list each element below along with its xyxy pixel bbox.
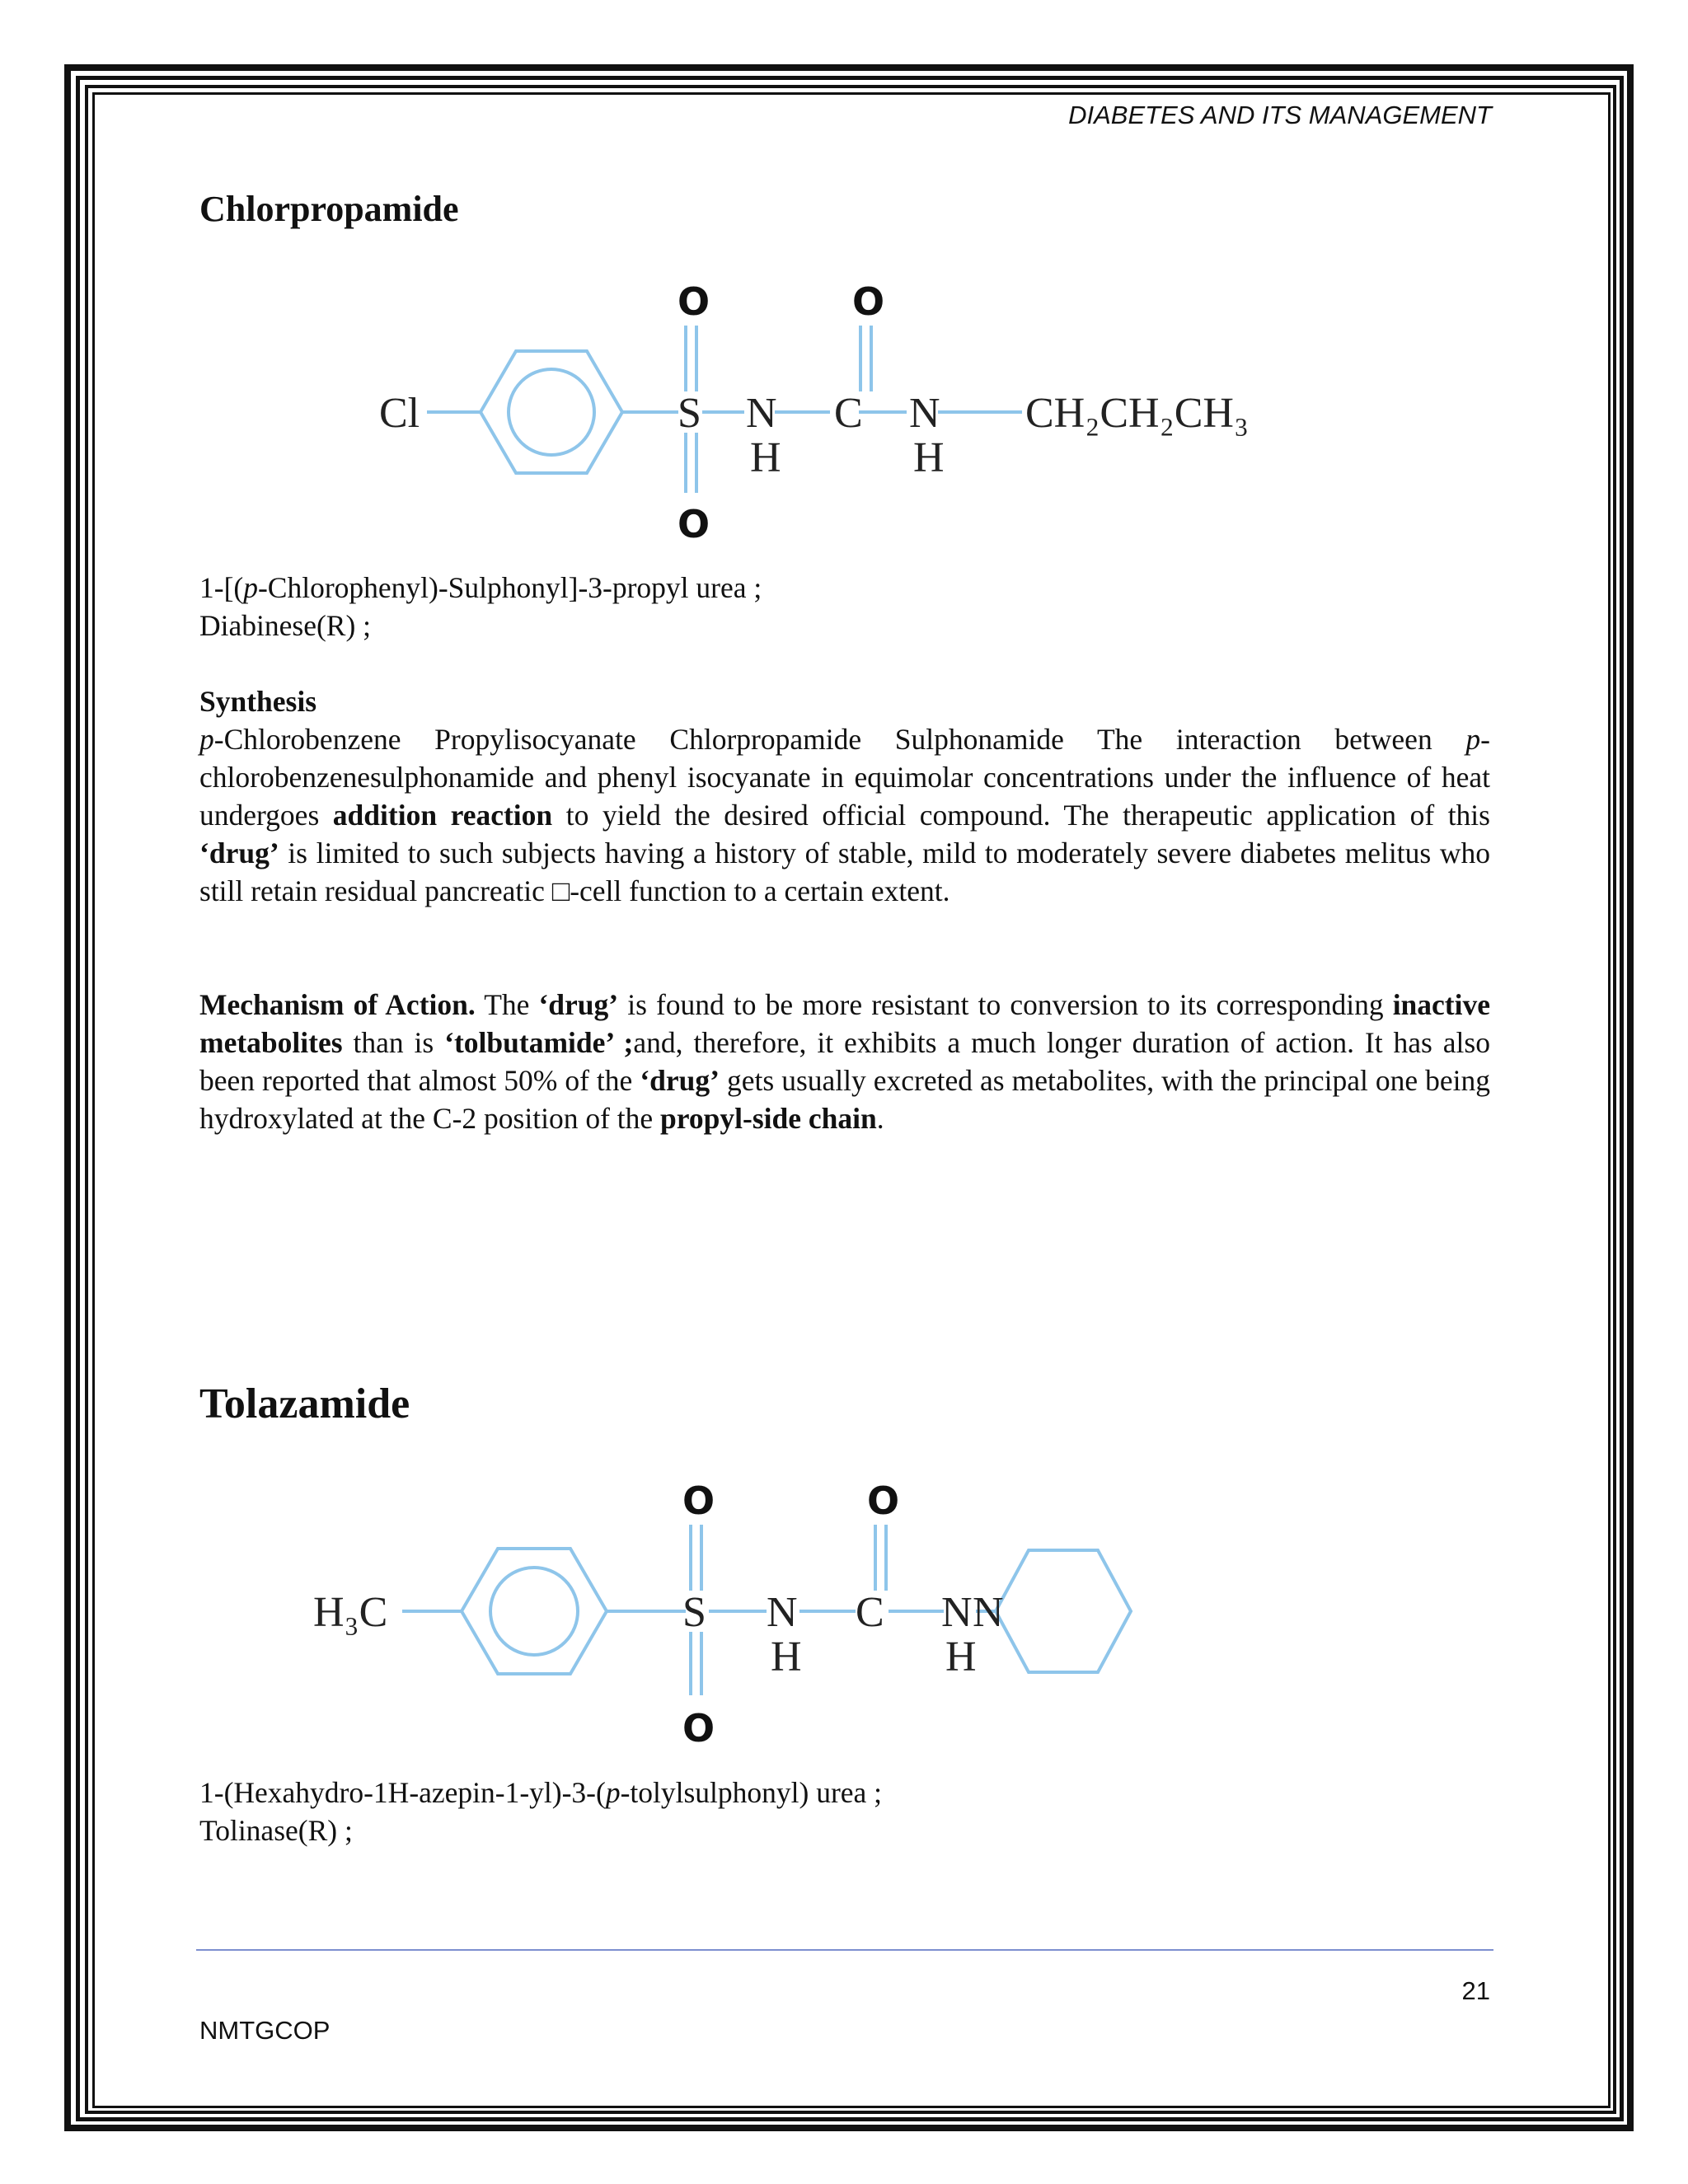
nitrogen-atom: N [909, 390, 940, 437]
oxygen-atom: O [682, 1706, 715, 1750]
page-number: 21 [1461, 1976, 1490, 2005]
synthesis-heading: Synthesis [199, 685, 317, 718]
chlorpropamide-iupac-name: 1-[(p-Chlorophenyl)-Sulphonyl]-3-propyl urea ; [199, 571, 762, 604]
section-title-chlorpropamide: Chlorpropamide [199, 189, 459, 229]
nitrogen-atom: N [941, 1589, 973, 1636]
methyl-group: H₃C [313, 1589, 388, 1636]
carbon-atom: C [856, 1589, 884, 1636]
oxygen-atom: O [852, 279, 885, 324]
hydrogen-atom: H [913, 434, 945, 481]
chlorine-atom: Cl [379, 390, 420, 437]
propyl-chain: CH₂CH₂CH₃ [1025, 390, 1250, 437]
section-title-tolazamide: Tolazamide [199, 1380, 410, 1427]
footer-divider [196, 1949, 1493, 1951]
oxygen-atom: O [867, 1479, 900, 1523]
chlorpropamide-brand-name: Diabinese(R) ; [199, 609, 372, 642]
tolazamide-structure [305, 1463, 1253, 1760]
nitrogen-atom: N [746, 390, 777, 437]
tolazamide-brand-name: Tolinase(R) ; [199, 1814, 353, 1847]
oxygen-atom: O [678, 279, 710, 324]
sulfur-atom: S [678, 390, 701, 437]
ring-nitrogen-atom: N [973, 1589, 1004, 1636]
hydrogen-atom: H [750, 434, 781, 481]
nitrogen-atom: N [767, 1589, 798, 1636]
oxygen-atom: O [678, 502, 710, 546]
hydrogen-atom: H [771, 1633, 802, 1680]
footer-institution: NMTGCOP [199, 2016, 331, 2045]
running-header: DIABETES AND ITS MANAGEMENT [1068, 101, 1492, 129]
sulfur-atom: S [682, 1589, 706, 1636]
carbon-atom: C [834, 390, 863, 437]
synthesis-paragraph: p-Chlorobenzene Propylisocyanate Chlorpropamide Sulphonamide The interaction between p-chlorobenzenesulphonamide and phenyl isocyanate in equimolar concentrations under the influence of heat undergoes addition reaction to yield the desired official compound. The therapeutic application of this ‘drug’ is limited to such subjects having a history of stable, mild to moderately severe diabetes melitus who still retain residual pancreatic □-cell function to a certain extent. [199, 723, 1490, 907]
hydrogen-atom: H [945, 1633, 977, 1680]
tolazamide-iupac-name: 1-(Hexahydro-1H-azepin-1-yl)-3-(p-tolylsulphonyl) urea ; [199, 1776, 883, 1809]
chlorpropamide-structure [363, 264, 1335, 560]
mechanism-paragraph: Mechanism of Action. The ‘drug’ is found to be more resistant to conversion to its corresponding inactive metabolites than is ‘tolbutamide’ ;and, therefore, it exhibits a much longer duration of action. It has also been reported that almost 50% of the ‘drug’ gets usually excreted as metabolites, with the principal one being hydroxylated at the C-2 position of the propyl-side chain. [199, 988, 1490, 1135]
oxygen-atom: O [682, 1479, 715, 1523]
